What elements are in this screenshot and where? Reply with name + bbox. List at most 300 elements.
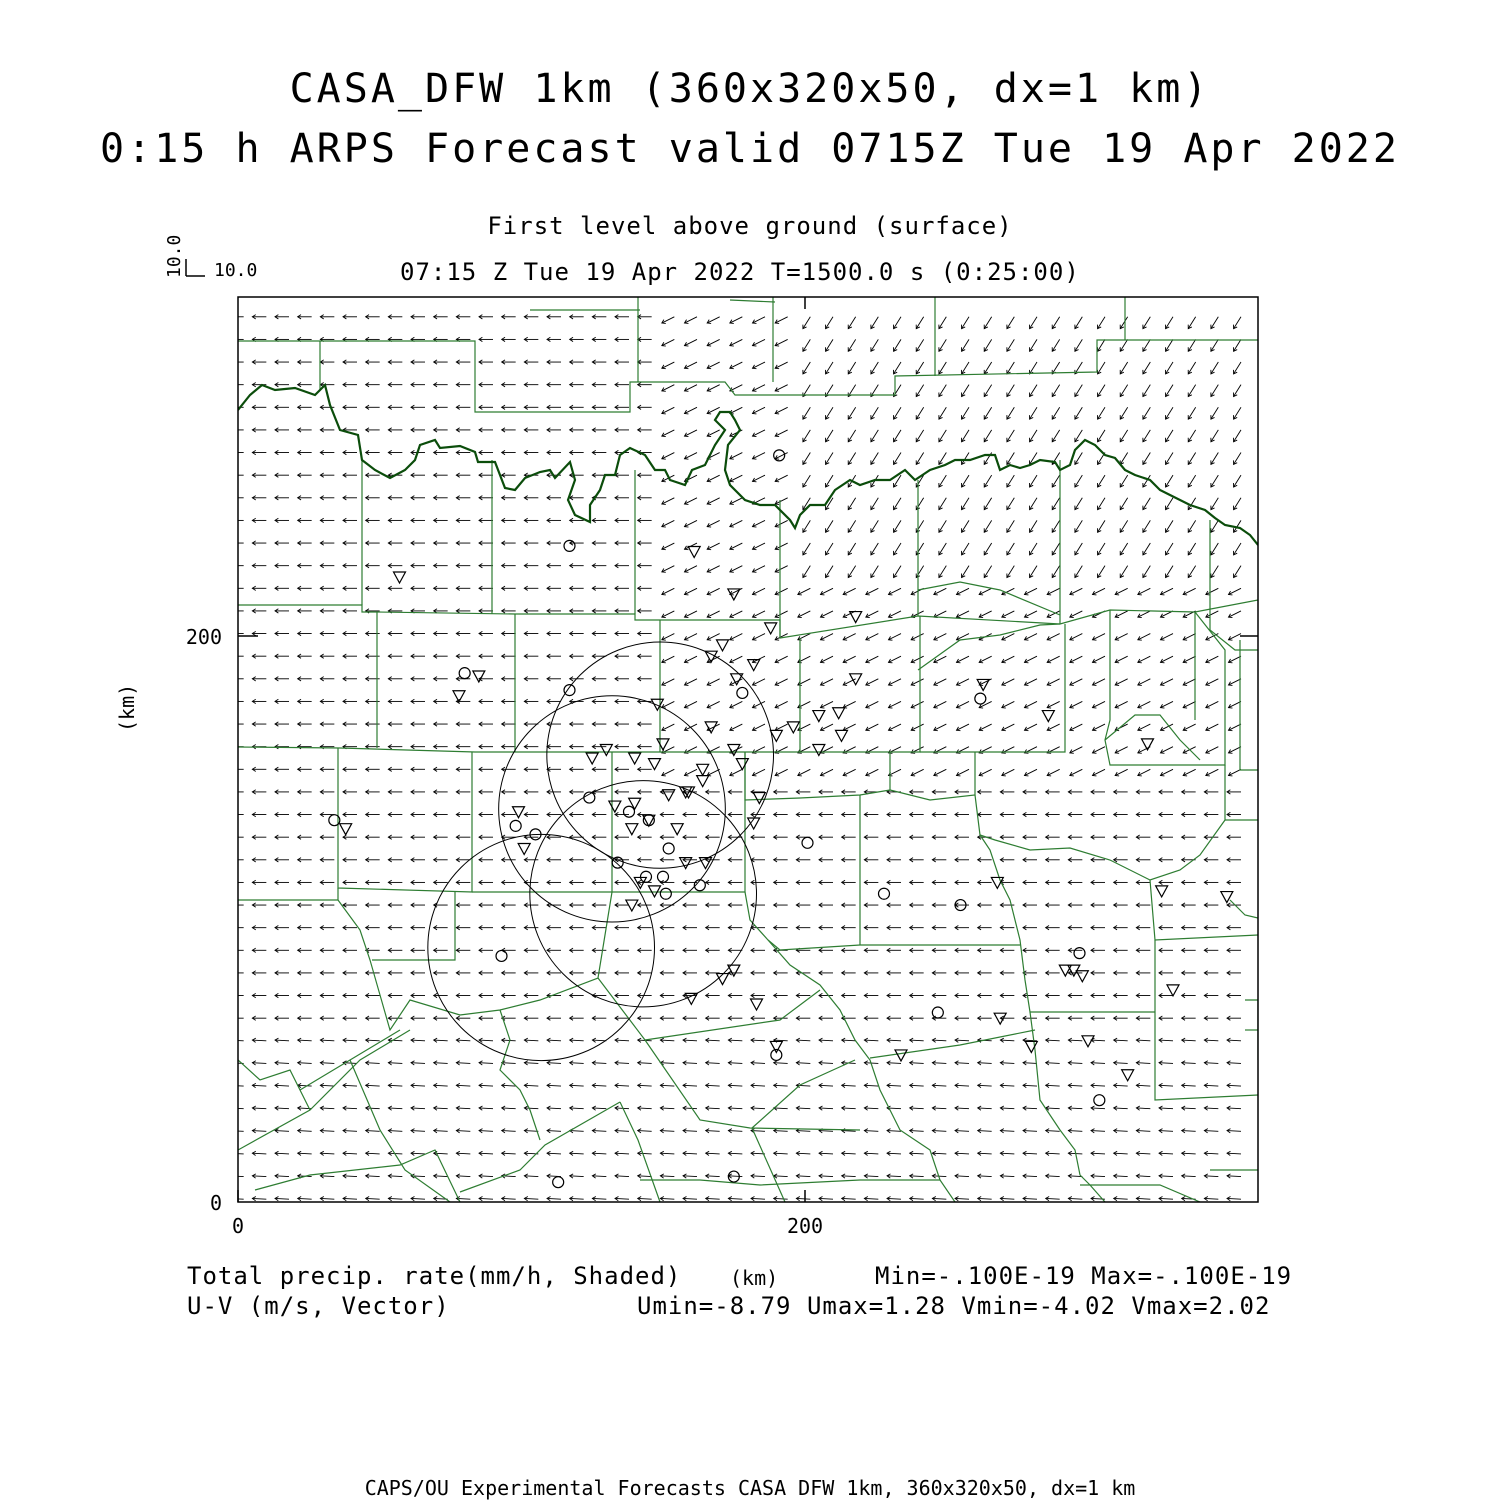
wind-vector <box>1234 430 1241 442</box>
wind-vector <box>638 1198 652 1199</box>
county-line <box>768 940 955 1202</box>
wind-vector <box>774 1153 788 1154</box>
wind-vector <box>751 1085 765 1086</box>
wind-vector <box>366 1040 380 1041</box>
wind-vector <box>955 1085 969 1086</box>
wind-vector <box>1166 317 1173 329</box>
wind-vector <box>660 1131 674 1132</box>
wind-vector <box>1120 520 1127 532</box>
wind-vector <box>939 566 946 578</box>
y-tick-200: 200 <box>185 625 222 649</box>
wind-vector <box>826 520 833 532</box>
wind-vector <box>1098 498 1105 510</box>
wind-vector <box>774 1198 788 1199</box>
wind-vector <box>1166 475 1173 487</box>
wind-vector <box>434 1131 448 1132</box>
wind-vector <box>887 1153 901 1154</box>
wind-vector <box>842 1198 856 1199</box>
wind-vector <box>939 430 946 442</box>
wind-vector <box>683 1198 697 1199</box>
wind-vector <box>978 1085 992 1086</box>
wind-vector <box>871 453 878 465</box>
wind-vector <box>1120 475 1127 487</box>
wind-vector <box>1114 1153 1128 1154</box>
wind-vector <box>1211 362 1218 374</box>
wind-vector-head <box>230 1038 233 1042</box>
wind-vector <box>1091 1176 1105 1177</box>
wind-vector <box>1136 1040 1150 1041</box>
wind-vector <box>706 1085 720 1086</box>
wind-vector <box>1182 1063 1196 1064</box>
wind-vector <box>1188 475 1195 487</box>
triangle-station-marker <box>813 745 825 756</box>
wind-vector <box>1046 1198 1060 1199</box>
wind-vector <box>230 1131 244 1132</box>
wind-vector <box>894 566 901 578</box>
wind-vector <box>1000 1085 1014 1086</box>
wind-vector <box>984 339 991 351</box>
wind-vector <box>275 1085 289 1086</box>
triangle-station-marker <box>1059 965 1071 976</box>
wind-vector <box>615 1153 629 1154</box>
wind-vector <box>230 1198 244 1199</box>
wind-vector <box>803 362 810 374</box>
circle-station-marker <box>879 888 890 899</box>
wind-vector <box>1098 520 1105 532</box>
wind-vector <box>1182 1040 1196 1041</box>
wind-vector <box>298 1085 312 1086</box>
wind-vector <box>842 1176 856 1177</box>
wind-vector <box>1204 1153 1218 1154</box>
wind-vector <box>592 1085 606 1086</box>
wind-vector-head <box>230 993 233 997</box>
wind-vector <box>638 1153 652 1154</box>
wind-vector <box>547 1108 561 1109</box>
wind-vector-head <box>230 1151 233 1155</box>
wind-vector <box>434 1176 448 1177</box>
wind-vector <box>502 1085 516 1086</box>
wind-vector <box>615 1198 629 1199</box>
wind-vector <box>932 1153 946 1154</box>
wind-vector <box>298 1153 312 1154</box>
wind-vector <box>1068 1040 1082 1041</box>
wind-vector <box>894 339 901 351</box>
wind-vector <box>848 317 855 329</box>
wind-vector <box>479 1153 493 1154</box>
wind-vector <box>796 1040 810 1041</box>
triangle-station-marker <box>626 900 638 911</box>
wind-vector <box>683 1131 697 1132</box>
wind-vector <box>774 1131 788 1132</box>
wind-vector <box>728 1153 742 1154</box>
wind-vector <box>1211 339 1218 351</box>
x-tick-200: 200 <box>786 1214 824 1238</box>
triangle-station-marker <box>626 824 638 835</box>
wind-vector <box>728 1108 742 1109</box>
wind-vector <box>366 1085 380 1086</box>
wind-vector <box>638 1085 652 1086</box>
wind-vector <box>1075 339 1082 351</box>
triangle-station-marker <box>836 730 848 741</box>
wind-vector <box>728 1198 742 1199</box>
circle-station-marker <box>737 687 748 698</box>
wind-vector <box>751 1198 765 1199</box>
wind-vector <box>1143 520 1150 532</box>
wind-vector-head <box>230 360 233 364</box>
triangle-station-marker <box>649 759 661 770</box>
wind-vector <box>1075 498 1082 510</box>
footer-credit: CAPS/OU Experimental Forecasts CASA DFW 1km, 360x320x50, dx=1 km <box>364 1476 1136 1500</box>
wind-vector <box>796 1198 810 1199</box>
wind-vector <box>1046 1153 1060 1154</box>
wind-vector <box>751 1108 765 1109</box>
wind-vector <box>343 1198 357 1199</box>
wind-vector <box>1159 1108 1173 1109</box>
wind-vector <box>1023 1040 1037 1041</box>
wind-vector-head <box>230 745 233 749</box>
triangle-station-marker <box>736 759 748 770</box>
wind-vector <box>962 566 969 578</box>
wind-vector <box>955 1040 969 1041</box>
wind-vector <box>796 1063 810 1064</box>
wind-vector <box>1098 339 1105 351</box>
wind-vector <box>803 453 810 465</box>
wind-vector <box>230 1108 244 1109</box>
wind-vector <box>547 1131 561 1132</box>
wind-vector <box>456 1085 470 1086</box>
wind-vector <box>894 453 901 465</box>
wind-vector <box>1166 385 1173 397</box>
wind-vector <box>1030 498 1037 510</box>
wind-vector <box>1204 1108 1218 1109</box>
wind-vector-head <box>230 383 233 387</box>
triangle-station-marker <box>634 877 646 888</box>
wind-vector <box>803 430 810 442</box>
wind-vector <box>706 1108 720 1109</box>
wind-vector-head <box>230 812 233 816</box>
wind-vector-head <box>230 926 233 930</box>
wind-vector <box>1188 385 1195 397</box>
wind-vector <box>547 1153 561 1154</box>
wind-vector <box>774 1108 788 1109</box>
wind-vector <box>910 1108 924 1109</box>
wind-vector <box>819 1198 833 1199</box>
wind-vector <box>842 1085 856 1086</box>
wind-vector <box>592 1153 606 1154</box>
wind-vector <box>1234 498 1241 510</box>
triangle-station-marker <box>813 711 825 722</box>
wind-vector <box>320 1153 334 1154</box>
wind-vector <box>683 1040 697 1041</box>
wind-vector <box>939 498 946 510</box>
county-line <box>238 1030 410 1150</box>
wind-vector <box>1234 385 1241 397</box>
wind-vector <box>1052 339 1059 351</box>
wind-vector <box>1007 385 1014 397</box>
wind-vector <box>320 1040 334 1041</box>
wind-vector-head <box>230 948 233 952</box>
wind-vector <box>456 1108 470 1109</box>
wind-vector <box>916 430 923 442</box>
wind-vector <box>1007 453 1014 465</box>
wind-vector <box>1204 1198 1218 1199</box>
wind-vector <box>230 1040 244 1041</box>
wind-vector <box>660 1063 674 1064</box>
wind-vector <box>826 566 833 578</box>
y-axis-label: (km) <box>115 683 139 732</box>
wind-vector <box>411 1108 425 1109</box>
wind-vector <box>1023 1198 1037 1199</box>
wind-vector <box>434 1063 448 1064</box>
county-line <box>660 638 800 752</box>
wind-vector <box>1159 1063 1173 1064</box>
wind-vector <box>1023 1131 1037 1132</box>
wind-vector <box>547 1198 561 1199</box>
wind-vector <box>1007 543 1014 555</box>
wind-vector <box>939 520 946 532</box>
wind-vector <box>803 475 810 487</box>
wind-vector <box>479 1040 493 1041</box>
wind-vector <box>1166 543 1173 555</box>
wind-vector <box>1120 317 1127 329</box>
circle-station-marker <box>641 871 652 882</box>
wind-vector <box>1120 453 1127 465</box>
wind-vector <box>1075 385 1082 397</box>
vector-scale-v-label: 10.0 <box>164 234 185 278</box>
wind-vector <box>615 1063 629 1064</box>
wind-vector <box>955 1153 969 1154</box>
county-line <box>920 624 1065 752</box>
triangle-station-marker <box>705 722 717 733</box>
wind-vector <box>932 1040 946 1041</box>
wind-vector <box>1098 475 1105 487</box>
county-line <box>500 1010 540 1140</box>
wind-vector <box>774 1176 788 1177</box>
wind-vector <box>864 1131 878 1132</box>
triangle-station-marker <box>394 572 406 583</box>
county-line <box>1210 520 1258 650</box>
wind-vector <box>1046 1131 1060 1132</box>
wind-vector <box>826 430 833 442</box>
wind-vector <box>1227 1063 1241 1064</box>
wind-vector <box>962 475 969 487</box>
wind-vector <box>1098 407 1105 419</box>
wind-vector <box>615 1040 629 1041</box>
circle-station-marker <box>564 540 575 551</box>
wind-vector <box>1098 543 1105 555</box>
wind-vector <box>984 362 991 374</box>
wind-vector <box>728 1085 742 1086</box>
wind-vector <box>819 1153 833 1154</box>
wind-vector-head <box>230 699 233 703</box>
wind-vector <box>751 1176 765 1177</box>
wind-vector <box>1211 543 1218 555</box>
wind-vector <box>570 1131 584 1132</box>
wind-vector <box>366 1176 380 1177</box>
wind-vector <box>796 1131 810 1132</box>
wind-vector <box>706 1153 720 1154</box>
level-subtitle: First level above ground (surface) <box>487 212 1013 240</box>
wind-vector <box>1136 1131 1150 1132</box>
wind-vector-head <box>230 609 233 613</box>
wind-vector <box>1023 1108 1037 1109</box>
wind-vector <box>524 1063 538 1064</box>
wind-vector <box>706 1131 720 1132</box>
wind-vector <box>932 1063 946 1064</box>
wind-vector <box>275 1040 289 1041</box>
wind-vector <box>848 520 855 532</box>
county-line <box>338 892 612 1030</box>
wind-vector <box>343 1153 357 1154</box>
wind-vector-head <box>230 1197 233 1201</box>
wind-vector <box>706 1063 720 1064</box>
circle-station-marker <box>1094 1095 1105 1106</box>
wind-vector <box>1052 498 1059 510</box>
wind-vector <box>547 1063 561 1064</box>
circle-station-marker <box>564 685 575 696</box>
wind-vector <box>871 339 878 351</box>
wind-vector <box>252 1176 266 1177</box>
wind-vector <box>819 1063 833 1064</box>
county-line <box>870 1030 1035 1058</box>
wind-vector <box>479 1131 493 1132</box>
wind-vector <box>343 1085 357 1086</box>
wind-vector <box>887 1198 901 1199</box>
wind-vector <box>638 1108 652 1109</box>
wind-vector <box>456 1040 470 1041</box>
wind-vector <box>252 1063 266 1064</box>
wind-vector <box>774 1040 788 1041</box>
wind-vector <box>1068 1063 1082 1064</box>
wind-vector <box>962 317 969 329</box>
triangle-station-marker <box>833 708 845 719</box>
wind-vector <box>894 430 901 442</box>
wind-vector <box>939 543 946 555</box>
wind-vector <box>916 498 923 510</box>
wind-vector <box>819 1176 833 1177</box>
wind-vector <box>1159 1131 1173 1132</box>
wind-vector <box>434 1153 448 1154</box>
wind-vector <box>434 1040 448 1041</box>
wind-vector <box>502 1131 516 1132</box>
wind-vector <box>252 1108 266 1109</box>
wind-vector <box>343 1040 357 1041</box>
wind-vector <box>887 1131 901 1132</box>
wind-vector <box>1030 475 1037 487</box>
triangle-station-marker <box>685 993 697 1004</box>
wind-vector <box>819 1040 833 1041</box>
wind-vector <box>411 1131 425 1132</box>
wind-vector <box>1075 520 1082 532</box>
circle-station-marker <box>663 843 674 854</box>
wind-vector <box>848 543 855 555</box>
wind-vector <box>1114 1063 1128 1064</box>
wind-vector <box>660 1040 674 1041</box>
wind-vector <box>1075 566 1082 578</box>
triangle-station-marker <box>671 824 683 835</box>
county-line <box>338 748 472 892</box>
wind-vector <box>638 1176 652 1177</box>
wind-vector <box>683 1085 697 1086</box>
wind-vector <box>252 1198 266 1199</box>
wind-vector <box>1030 566 1037 578</box>
circle-station-marker <box>975 693 986 704</box>
triangle-station-marker <box>994 1013 1006 1024</box>
wind-vector <box>1098 566 1105 578</box>
wind-vector-head <box>230 1061 233 1065</box>
wind-vector <box>1091 1063 1105 1064</box>
wind-vector <box>842 1040 856 1041</box>
wind-vector <box>1120 430 1127 442</box>
triangle-station-marker <box>586 753 598 764</box>
wind-vector <box>796 1108 810 1109</box>
wind-vector <box>1204 1131 1218 1132</box>
wind-vector <box>1211 475 1218 487</box>
wind-vector <box>887 1063 901 1064</box>
wind-vector <box>388 1131 402 1132</box>
wind-vector <box>728 1063 742 1064</box>
wind-vector <box>1166 566 1173 578</box>
county-line <box>975 765 1225 880</box>
wind-vector <box>1143 543 1150 555</box>
wind-vector <box>1204 1085 1218 1086</box>
wind-vector <box>524 1176 538 1177</box>
wind-vector <box>1159 1040 1173 1041</box>
wind-vector <box>320 1198 334 1199</box>
wind-vector <box>819 1085 833 1086</box>
wind-vector <box>962 385 969 397</box>
triangle-station-marker <box>518 843 530 854</box>
wind-vector <box>1030 385 1037 397</box>
wind-vector <box>706 1176 720 1177</box>
wind-vector <box>932 1131 946 1132</box>
wind-vector <box>1211 453 1218 465</box>
wind-vector <box>1159 1176 1173 1177</box>
wind-vector <box>411 1040 425 1041</box>
wind-vector <box>864 1153 878 1154</box>
wind-vector <box>1227 1085 1241 1086</box>
wind-vector <box>592 1131 606 1132</box>
vector-scale-key <box>164 235 257 281</box>
wind-vector <box>1227 1040 1241 1041</box>
wind-vector <box>479 1176 493 1177</box>
wind-vector <box>910 1176 924 1177</box>
wind-vector <box>1188 317 1195 329</box>
wind-vector <box>1114 1040 1128 1041</box>
wind-vector <box>826 453 833 465</box>
wind-vector <box>894 543 901 555</box>
wind-vector-head <box>230 677 233 681</box>
wind-vector <box>1023 1063 1037 1064</box>
wind-vector <box>1136 1153 1150 1154</box>
wind-vector <box>826 475 833 487</box>
wind-vector <box>916 407 923 419</box>
wind-vector <box>1143 407 1150 419</box>
wind-vector <box>1166 339 1173 351</box>
wind-vector <box>871 543 878 555</box>
wind-vector <box>434 1108 448 1109</box>
wind-vector <box>871 317 878 329</box>
wind-vector-head <box>230 496 233 500</box>
wind-vector <box>910 1153 924 1154</box>
wind-vector <box>638 1063 652 1064</box>
county-line <box>640 1180 940 1185</box>
wind-vector <box>1052 543 1059 555</box>
wind-vector <box>939 407 946 419</box>
wind-vector <box>275 1131 289 1132</box>
circle-station-marker <box>771 1049 782 1060</box>
wind-vector <box>1120 498 1127 510</box>
